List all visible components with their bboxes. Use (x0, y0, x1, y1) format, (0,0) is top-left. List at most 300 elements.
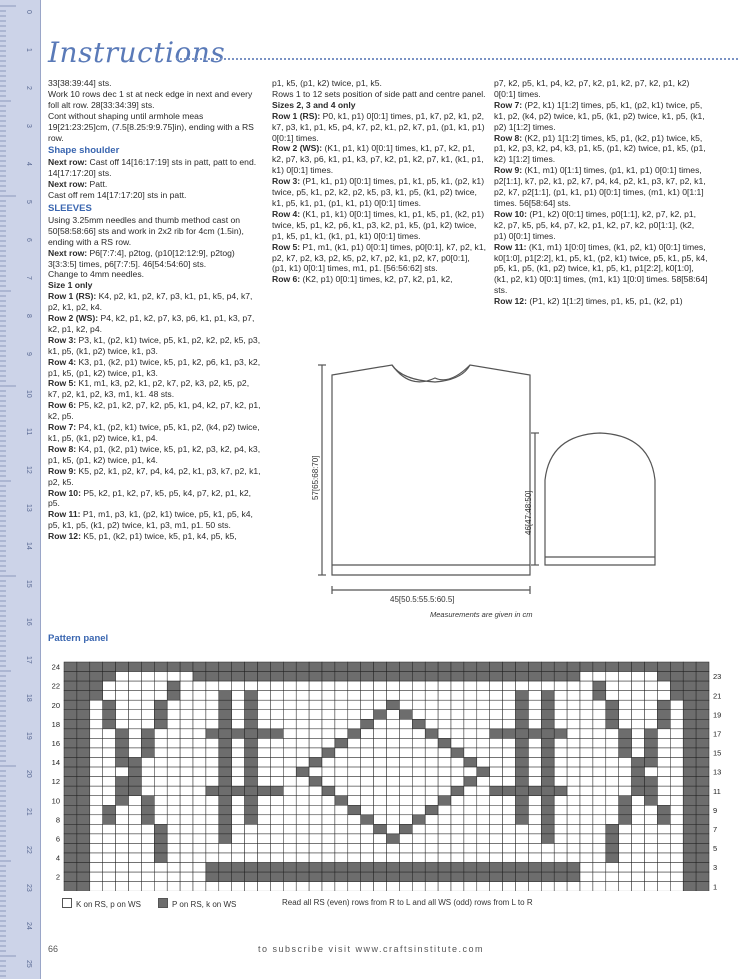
chart-cell (167, 691, 180, 701)
chart-cell (245, 843, 258, 853)
ruler-number: 8 (25, 314, 32, 318)
chart-cell (503, 691, 516, 701)
chart-cell (219, 681, 232, 691)
chart-cell (554, 872, 567, 882)
chart-cell (232, 719, 245, 729)
chart-cell (232, 767, 245, 777)
chart-cell (258, 777, 271, 787)
chart-cell (64, 672, 77, 682)
chart-cell (683, 748, 696, 758)
chart-cell (64, 729, 77, 739)
chart-cell (516, 729, 529, 739)
chart-cell (619, 700, 632, 710)
chart-cell (464, 700, 477, 710)
chart-cell (477, 872, 490, 882)
chart-cell (696, 748, 709, 758)
chart-cell (528, 796, 541, 806)
chart-cell (425, 700, 438, 710)
chart-cell (503, 786, 516, 796)
instruction-text: K1, m1, k3, p2, k1, p2, k7, p2, k3, p2, k5, p2, k7, p2, k1, p2, k3, m1, k1. 48 sts. (48, 378, 250, 400)
ruler-number: 4 (25, 162, 32, 166)
chart-cell (322, 710, 335, 720)
chart-cell (477, 748, 490, 758)
chart-cell (516, 748, 529, 758)
chart-cell (283, 796, 296, 806)
chart-cell (670, 863, 683, 873)
chart-cell (374, 843, 387, 853)
chart-cell (258, 710, 271, 720)
chart-cell (490, 786, 503, 796)
chart-cell (412, 710, 425, 720)
chart-cell (425, 672, 438, 682)
chart-cell (387, 662, 400, 672)
chart-cell (606, 700, 619, 710)
chart-cell (541, 719, 554, 729)
chart-cell (593, 882, 606, 891)
chart-cell (541, 824, 554, 834)
chart-cell (232, 672, 245, 682)
ruler-number: 2 (25, 86, 32, 90)
chart-cell (670, 786, 683, 796)
chart-cell (270, 729, 283, 739)
chart-cell (696, 662, 709, 672)
chart-cell (541, 681, 554, 691)
chart-cell (180, 767, 193, 777)
row-number-left: 24 (51, 662, 60, 672)
chart-cell (645, 815, 658, 825)
chart-cell (64, 767, 77, 777)
instruction-text: (P1, k1, p1) 0[0:1] times, p1, k1, p5, k1, (p2, k1) twice, p5, k1, p2, k2, p2, k5, p3, k1, p5, (k1, p2) twice, k1, p5, k1, p1, (p1, k1, p1) 0[0:1] times. (272, 176, 485, 208)
chart-cell (141, 672, 154, 682)
chart-cell (567, 853, 580, 863)
chart-cell (193, 834, 206, 844)
chart-cell (567, 710, 580, 720)
chart-cell (516, 796, 529, 806)
chart-cell (606, 681, 619, 691)
chart-cell (451, 805, 464, 815)
chart-cell (103, 748, 116, 758)
chart-cell (167, 843, 180, 853)
chart-cell (77, 834, 90, 844)
chart-cell (335, 805, 348, 815)
chart-cell (412, 729, 425, 739)
chart-cell (283, 805, 296, 815)
instruction-text: Cont without shaping until armhole meas 19[21:23:25]cm, (7.5[8.25:9:9.75]in), ending with a RS row. (48, 110, 254, 143)
chart-cell (335, 853, 348, 863)
chart-cell (516, 805, 529, 815)
chart-cell (580, 748, 593, 758)
chart-cell (696, 767, 709, 777)
chart-cell (670, 672, 683, 682)
chart-cell (632, 758, 645, 768)
chart-cell (503, 681, 516, 691)
chart-cell (580, 767, 593, 777)
chart-cell (528, 729, 541, 739)
chart-cell (193, 863, 206, 873)
chart-cell (90, 786, 103, 796)
row-number-right: 13 (713, 767, 722, 777)
chart-cell (619, 786, 632, 796)
chart-cell (245, 691, 258, 701)
instruction-paragraph (48, 509, 262, 531)
chart-cell (77, 700, 90, 710)
chart-cell (103, 853, 116, 863)
chart-cell (90, 805, 103, 815)
chart-cell (567, 805, 580, 815)
row-number-right: 23 (713, 672, 722, 682)
chart-cell (593, 796, 606, 806)
chart-cell (580, 700, 593, 710)
chart-cell (348, 824, 361, 834)
chart-cell (167, 824, 180, 834)
chart-cell (412, 882, 425, 891)
ruler-number: 17 (25, 656, 32, 664)
chart-cell (412, 767, 425, 777)
chart-cell (412, 815, 425, 825)
chart-cell (425, 786, 438, 796)
chart-cell (567, 796, 580, 806)
chart-cell (219, 834, 232, 844)
instruction-paragraph (494, 242, 708, 297)
chart-cell (296, 863, 309, 873)
chart-cell (580, 758, 593, 768)
chart-cell (464, 662, 477, 672)
chart-cell (129, 863, 142, 873)
chart-cell (129, 786, 142, 796)
chart-cell (645, 748, 658, 758)
chart-cell (425, 834, 438, 844)
row-label: Next row: (48, 179, 88, 190)
instruction-paragraph (494, 133, 708, 166)
body-height-label: 57[65:68:70] (311, 455, 320, 500)
chart-cell (632, 748, 645, 758)
chart-cell (387, 748, 400, 758)
chart-cell (361, 691, 374, 701)
instruction-paragraph (48, 157, 262, 179)
chart-cell (77, 662, 90, 672)
chart-cell (606, 719, 619, 729)
chart-cell (593, 805, 606, 815)
chart-cell (90, 834, 103, 844)
chart-cell (606, 882, 619, 891)
chart-cell (683, 872, 696, 882)
chart-cell (670, 729, 683, 739)
row-number-left: 8 (55, 815, 60, 825)
chart-cell (154, 767, 167, 777)
chart-cell (683, 681, 696, 691)
chart-cell (528, 738, 541, 748)
chart-cell (219, 662, 232, 672)
chart-cell (528, 786, 541, 796)
chart-cell (374, 738, 387, 748)
instruction-text: Cast off rem 14[17:17:20] sts in patt. (48, 190, 187, 201)
chart-cell (64, 786, 77, 796)
chart-cell (206, 672, 219, 682)
chart-cell (490, 805, 503, 815)
chart-cell (580, 681, 593, 691)
chart-cell (541, 843, 554, 853)
chart-cell (103, 710, 116, 720)
chart-cell (180, 777, 193, 787)
chart-cell (464, 786, 477, 796)
chart-cell (632, 882, 645, 891)
chart-cell (606, 786, 619, 796)
chart-cell (219, 719, 232, 729)
instruction-text: P3, k1, (p2, k1) twice, p5, k1, p2, k2, p2, k5, p3, k1, p5, (k1, p2) twice, k1, p3. (48, 334, 261, 356)
chart-cell (541, 796, 554, 806)
chart-cell (645, 691, 658, 701)
chart-cell (245, 872, 258, 882)
chart-cell (90, 853, 103, 863)
chart-cell (593, 748, 606, 758)
chart-cell (387, 691, 400, 701)
chart-cell (632, 738, 645, 748)
chart-cell (425, 738, 438, 748)
chart-cell (477, 796, 490, 806)
chart-cell (516, 824, 529, 834)
instruction-paragraph (48, 269, 262, 280)
chart-cell (116, 824, 129, 834)
ruler-number: 5 (25, 200, 32, 204)
chart-cell (348, 691, 361, 701)
instruction-paragraph (272, 242, 486, 275)
chart-cell (116, 748, 129, 758)
chart-cell (103, 843, 116, 853)
chart-cell (296, 662, 309, 672)
chart-cell (490, 729, 503, 739)
chart-cell (670, 767, 683, 777)
chart-cell (77, 882, 90, 891)
chart-cell (438, 700, 451, 710)
chart-cell (206, 815, 219, 825)
chart-cell (296, 815, 309, 825)
chart-cell (309, 672, 322, 682)
chart-cell (180, 748, 193, 758)
instruction-text: 33[38:39:44] sts. (48, 78, 112, 88)
footer-subscribe: to subscribe visit www.craftsinstitute.com (258, 944, 485, 954)
chart-cell (670, 815, 683, 825)
chart-cell (645, 700, 658, 710)
chart-cell (606, 777, 619, 787)
chart-cell (451, 672, 464, 682)
chart-cell (258, 700, 271, 710)
row-label: Next row: (48, 157, 88, 168)
chart-cell (296, 777, 309, 787)
row-number-left: 18 (51, 719, 60, 729)
chart-cell (632, 767, 645, 777)
chart-cell (670, 882, 683, 891)
sleeve-height-label: 46[47:48:50] (524, 490, 533, 535)
chart-cell (361, 777, 374, 787)
chart-cell (283, 738, 296, 748)
chart-cell (399, 710, 412, 720)
chart-cell (193, 843, 206, 853)
chart-cell (154, 758, 167, 768)
chart-cell (399, 815, 412, 825)
chart-cell (490, 758, 503, 768)
chart-cell (193, 853, 206, 863)
chart-cell (180, 853, 193, 863)
chart-cell (412, 863, 425, 873)
chart-cell (632, 872, 645, 882)
chart-cell (322, 796, 335, 806)
chart-cell (374, 853, 387, 863)
chart-cell (657, 777, 670, 787)
chart-cell (258, 758, 271, 768)
instruction-text: K4, p1, (k2, p1) twice, k5, p1, k2, p3, k2, p4, k3, p1, k5, (p1, k2) twice, p1, k4. (48, 443, 261, 465)
chart-cell (619, 758, 632, 768)
chart-cell (387, 872, 400, 882)
chart-cell (232, 710, 245, 720)
chart-cell (296, 729, 309, 739)
instruction-paragraph (48, 111, 262, 144)
chart-cell (374, 758, 387, 768)
chart-cell (90, 729, 103, 739)
chart-cell (90, 863, 103, 873)
chart-cell (425, 691, 438, 701)
ruler-number: 12 (25, 466, 32, 474)
chart-cell (412, 843, 425, 853)
chart-cell (180, 681, 193, 691)
row-label: Row 4: (272, 208, 301, 219)
chart-cell (657, 882, 670, 891)
row-label: Row 11: (48, 509, 81, 520)
chart-cell (477, 815, 490, 825)
chart-cell (645, 872, 658, 882)
chart-cell (451, 863, 464, 873)
chart-cell (567, 872, 580, 882)
chart-cell (232, 824, 245, 834)
chart-cell (387, 738, 400, 748)
chart-cell (438, 681, 451, 691)
chart-cell (180, 662, 193, 672)
chart-cell (167, 681, 180, 691)
chart-cell (245, 672, 258, 682)
chart-cell (129, 738, 142, 748)
body-width-label: 45[50.5:55.5:60.5] (390, 595, 455, 604)
chart-cell (477, 834, 490, 844)
chart-cell (425, 853, 438, 863)
chart-cell (232, 872, 245, 882)
chart-cell (399, 672, 412, 682)
chart-cell (451, 824, 464, 834)
chart-cell (593, 710, 606, 720)
row-number-right: 5 (713, 844, 718, 854)
chart-cell (477, 786, 490, 796)
chart-cell (438, 853, 451, 863)
chart-cell (477, 672, 490, 682)
chart-cell (645, 777, 658, 787)
ruler-number: 25 (25, 960, 32, 968)
instruction-paragraph (272, 78, 486, 89)
chart-cell (541, 672, 554, 682)
chart-cell (503, 710, 516, 720)
chart-cell (232, 700, 245, 710)
chart-cell (167, 834, 180, 844)
chart-cell (180, 786, 193, 796)
chart-cell (270, 710, 283, 720)
chart-cell (206, 700, 219, 710)
chart-cell (503, 872, 516, 882)
chart-cell (141, 719, 154, 729)
chart-cell (141, 738, 154, 748)
chart-cell (258, 834, 271, 844)
chart-cell (361, 843, 374, 853)
chart-cell (206, 872, 219, 882)
chart-cell (206, 729, 219, 739)
chart-cell (103, 758, 116, 768)
chart-cell (180, 738, 193, 748)
chart-cell (632, 719, 645, 729)
chart-cell (270, 691, 283, 701)
chart-cell (516, 758, 529, 768)
chart-cell (670, 700, 683, 710)
instruction-paragraph (48, 215, 262, 248)
chart-cell (683, 691, 696, 701)
ruler-number: 0 (25, 10, 32, 14)
chart-cell (141, 843, 154, 853)
chart-cell (516, 863, 529, 873)
chart-cell (258, 796, 271, 806)
chart-cell (451, 767, 464, 777)
chart-cell (425, 815, 438, 825)
chart-cell (296, 805, 309, 815)
chart-cell (154, 700, 167, 710)
row-label: Row 6: (48, 400, 77, 411)
ruler-number: 18 (25, 694, 32, 702)
chart-cell (554, 700, 567, 710)
chart-cell (657, 853, 670, 863)
chart-cell (399, 786, 412, 796)
chart-cell (554, 767, 567, 777)
chart-cell (245, 738, 258, 748)
row-label: Row 5: (272, 241, 301, 252)
chart-cell (670, 805, 683, 815)
chart-cell (129, 700, 142, 710)
instruction-text: K5, p2, k1, p2, k7, p4, k4, p2, k1, p3, k7, p2, k1, p2, k5. (48, 465, 261, 487)
garment-schematic (310, 350, 740, 625)
chart-cell (657, 796, 670, 806)
chart-cell (374, 872, 387, 882)
chart-cell (632, 815, 645, 825)
chart-cell (387, 805, 400, 815)
chart-cell (167, 710, 180, 720)
chart-cell (245, 767, 258, 777)
chart-cell (425, 882, 438, 891)
chart-cell (258, 824, 271, 834)
chart-cell (167, 882, 180, 891)
chart-cell (567, 843, 580, 853)
chart-cell (348, 863, 361, 873)
chart-cell (374, 748, 387, 758)
chart-cell (606, 834, 619, 844)
chart-cell (103, 777, 116, 787)
chart-cell (516, 815, 529, 825)
chart-cell (554, 681, 567, 691)
chart-cell (193, 672, 206, 682)
chart-cell (141, 758, 154, 768)
chart-cell (438, 710, 451, 720)
chart-cell (451, 815, 464, 825)
chart-cell (90, 681, 103, 691)
chart-cell (296, 719, 309, 729)
chart-cell (516, 710, 529, 720)
chart-cell (270, 882, 283, 891)
chart-cell (219, 815, 232, 825)
chart-cell (309, 700, 322, 710)
chart-cell (438, 748, 451, 758)
legend-purl-label: P on RS, k on WS (172, 900, 237, 909)
